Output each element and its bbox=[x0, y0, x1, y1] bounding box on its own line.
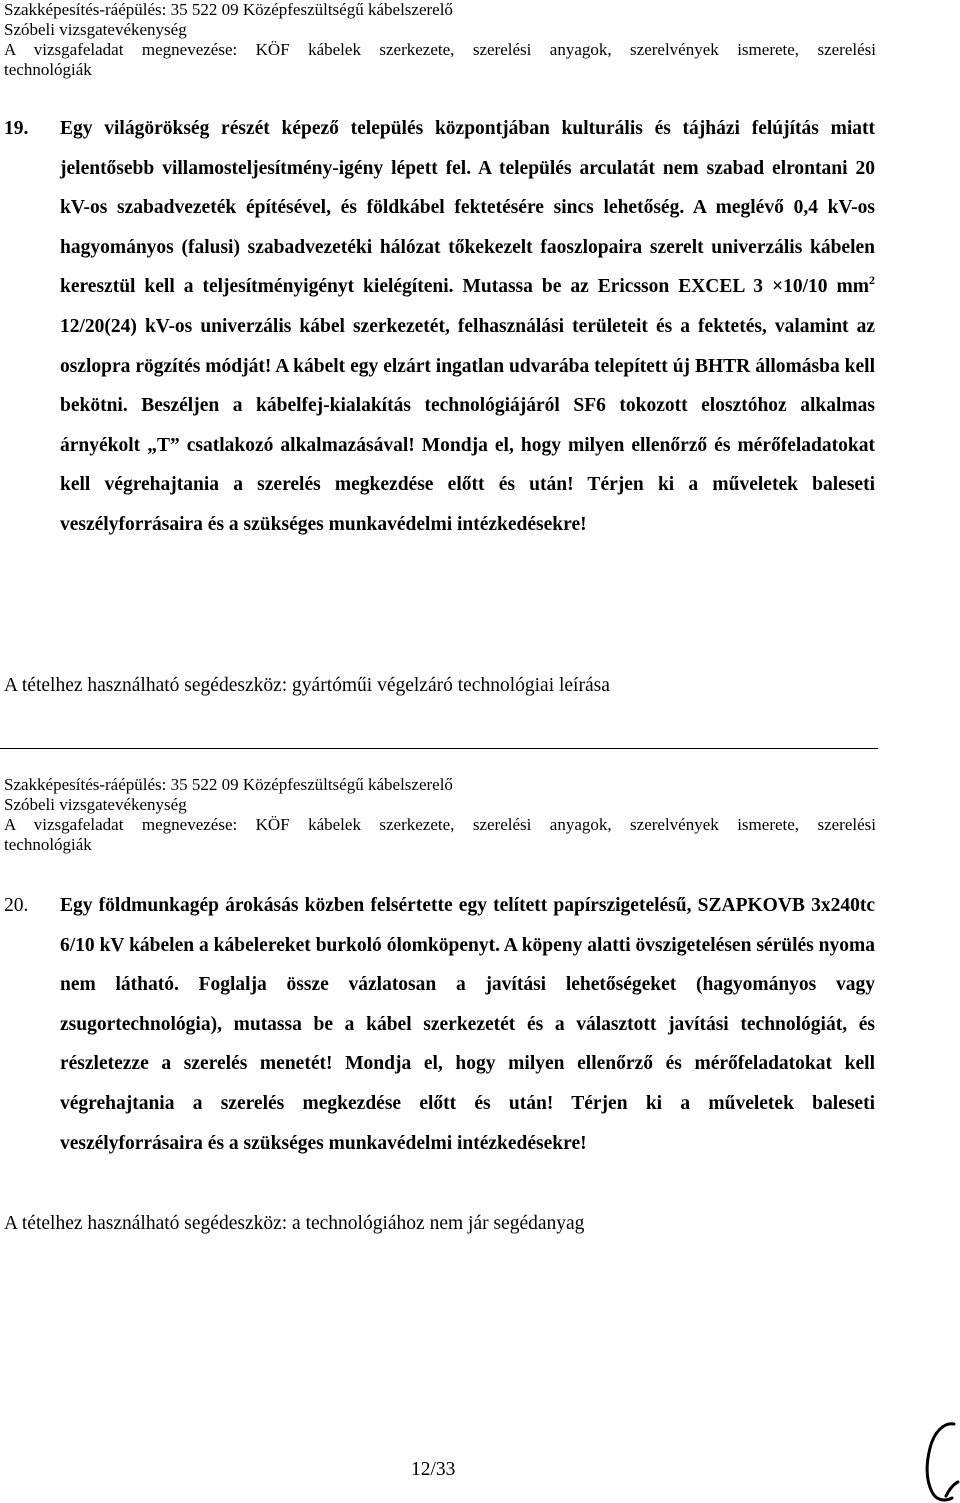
question-19 bbox=[4, 109, 875, 545]
page-number: 12/33 bbox=[411, 1459, 456, 1480]
question-20-tool-note: A tételhez használható segédeszköz: a technológiához nem jár segédanyag bbox=[4, 1213, 585, 1234]
header-task-name: A vizsgafeladat megnevezése: KÖF kábelek szerkezete, szerelési anyagok, szerelvények ismerete, szerelési bbox=[4, 815, 876, 834]
header-exam-type: Szóbeli vizsgatevékenység bbox=[4, 795, 187, 814]
question-text: Egy földmunkagép árokásás közben felsértette egy telített papírszigetelésű, SZAPKOVB 3x240tc 6/10 kV kábelen a kábelereket burkoló ólomköpenyt. A köpeny alatti övszigetelésen sérülés nyoma nem látható. Foglalja össze vázlatosan a javítási lehetőségeket (hagyományos vagy zsugortechnológia), mutassa be a kábel szerkezetét és a választott javítási technológiát, és részletezze a szerelés menetét! Mondja el, hogy milyen ellenőrző és mérőfeladatokat kell végrehajtania a szerelés megkezdése előtt és után! Térjen ki a műveletek baleseti veszélyforrásaira és a szükséges munkavédelmi intézkedésekre! bbox=[60, 895, 875, 1154]
header-exam-type: Szóbeli vizsgatevékenység bbox=[4, 20, 187, 39]
question-text: Egy világörökség részét képező település központjában kulturális és tájházi felújítás miatt jelentősebb villamosteljesítmény-igény lépett fel. A település arculatát nem szabad elrontani 20 kV-os szabadvezeték építésével, és földkábel fektetésére sincs lehetőség. A meglévő 0,4 kV-os hagyományos (falusi) szabadvezetéki hálózat tőkekezelt faoszlopaira szerelt univerzális kábelen keresztül kell a teljesítményigényt kielégíteni. Mutassa be az Ericsson EXCEL 3 ×10/10 mm bbox=[60, 118, 875, 298]
superscript: 2 bbox=[869, 273, 875, 288]
header-qualification: Szakképesítés-ráépülés: 35 522 09 Középfeszültségű kábelszerelő bbox=[4, 0, 453, 19]
question-20 bbox=[4, 886, 875, 1163]
header-qualification: Szakképesítés-ráépülés: 35 522 09 Középfeszültségű kábelszerelő bbox=[4, 775, 453, 794]
page-header bbox=[4, 0, 876, 80]
header-task-name-cont: technológiák bbox=[4, 60, 92, 79]
question-text-cont: 12/20(24) kV-os univerzális kábel szerkezetét, felhasználási területeit és a fektetés, valamint az oszlopra rögzítés módját! A kábelt egy elzárt ingatlan udvarába telepített új BHTR állomásba kell bekötni. Beszéljen a kábelfej-kialakítás technológiájáról SF6 tokozott elosztóhoz alkalmas árnyékolt „T” csatlakozó alkalmazásával! Mondja el, hogy milyen ellenőrző és mérőfeladatokat kell végrehajtania a szerelés megkezdése előtt és után! Térjen ki a műveletek baleseti veszélyforrásaira és a szükséges munkavédelmi intézkedésekre! bbox=[60, 315, 875, 535]
header-task-name-cont: technológiák bbox=[4, 835, 92, 854]
question-19-tool-note: A tételhez használható segédeszköz: gyártóműi végelzáró technológiai leírása bbox=[4, 675, 610, 696]
question-number: 19. bbox=[4, 118, 29, 139]
question-number: 20. bbox=[4, 895, 29, 916]
header-task-name: A vizsgafeladat megnevezése: KÖF kábelek szerkezete, szerelési anyagok, szerelvények ismerete, szerelési bbox=[4, 40, 876, 59]
handwritten-mark bbox=[916, 1418, 960, 1503]
section-divider bbox=[0, 748, 878, 749]
page-header bbox=[4, 775, 876, 855]
